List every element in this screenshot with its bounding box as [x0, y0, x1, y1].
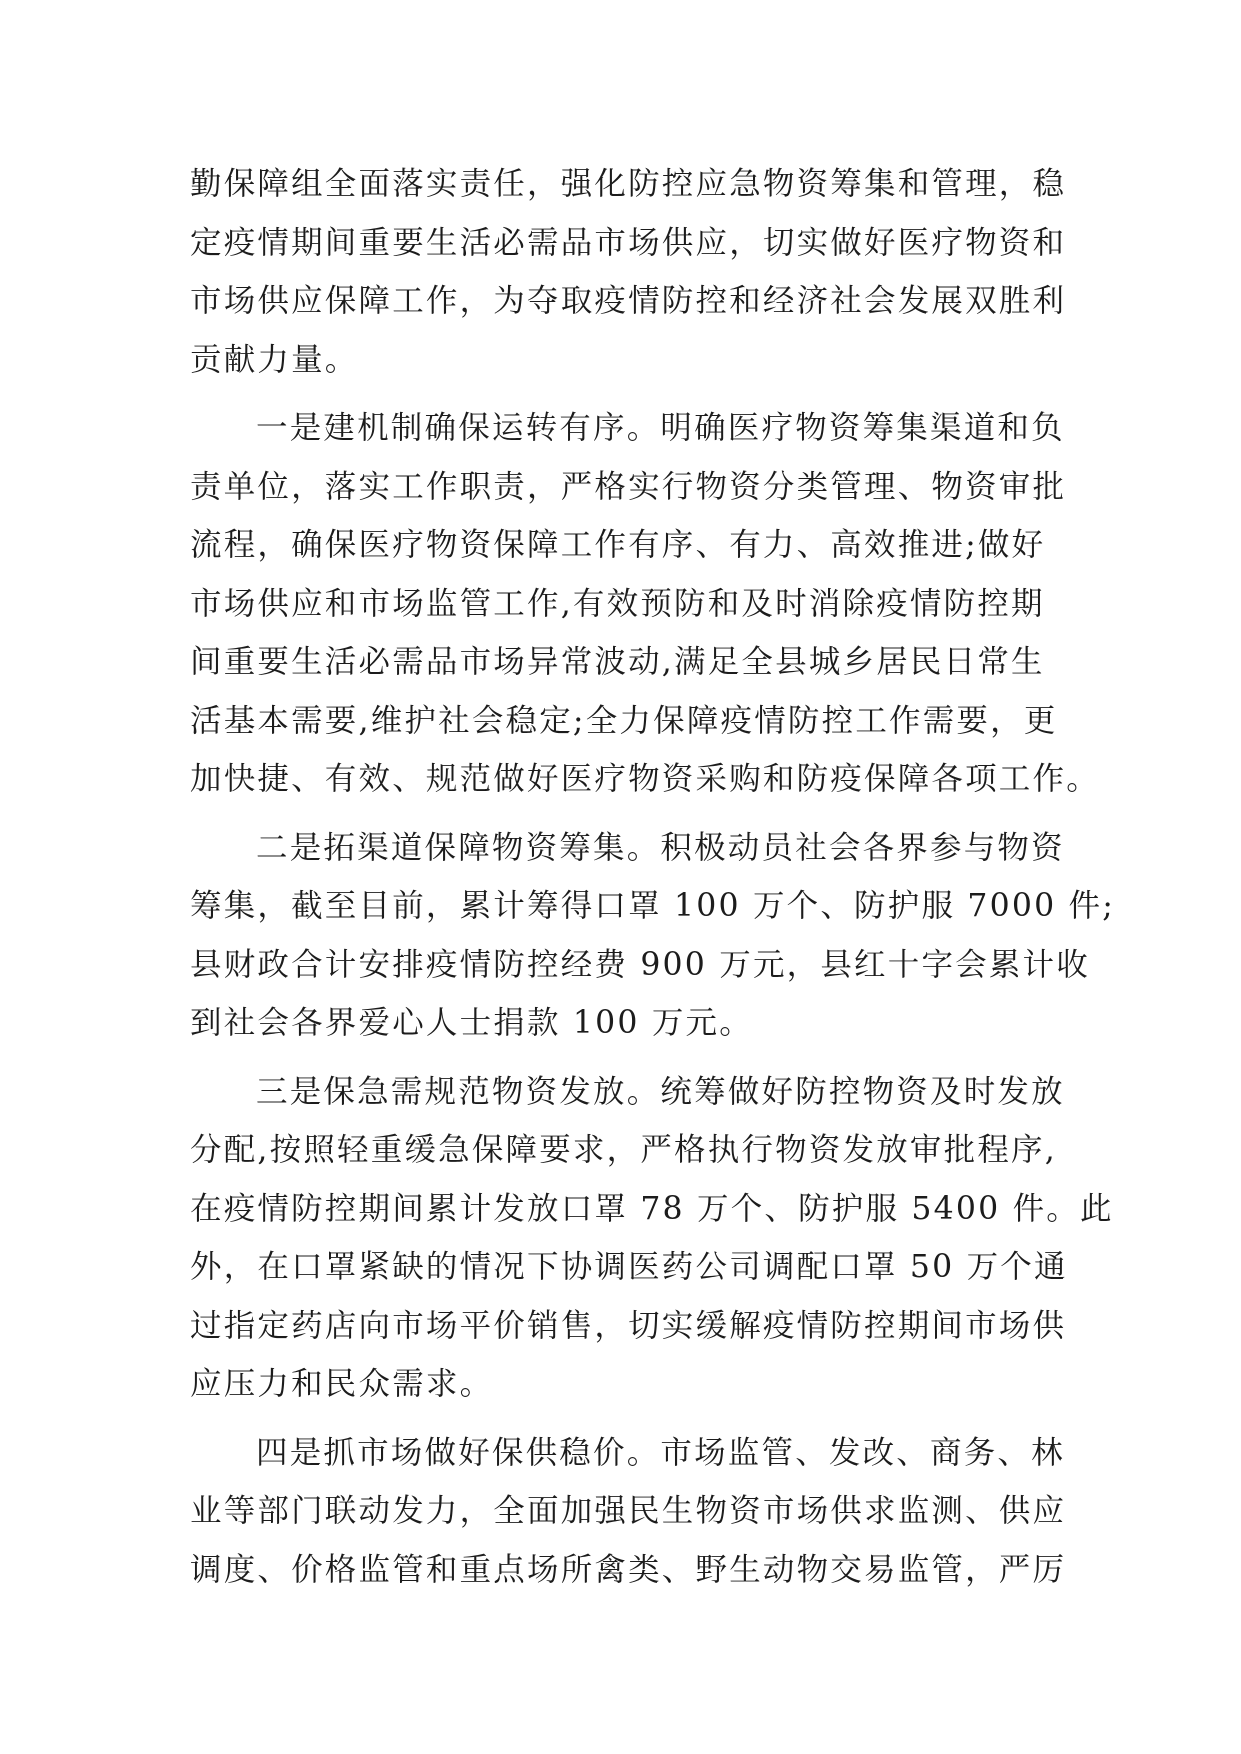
text-line: 外，在口罩紧缺的情况下协调医药公司调配口罩 50 万个通 [190, 1249, 1068, 1285]
text-line: 县财政合计安排疫情防控经费 900 万元，县红十字会累计收 [190, 946, 1090, 983]
text-line: 加快捷、有效、规范做好医疗物资采购和防疫保障各项工作。 [190, 761, 1100, 797]
text-line: 责单位，落实工作职责，严格实行物资分类管理、物资审批 [190, 468, 1067, 505]
text-line: 流程，确保医疗物资保障工作有序、有力、高效推进;做好 [190, 527, 1046, 563]
text-line: 筹集，截至目前，累计筹得口罩 100 万个、防护服 7000 件; [190, 888, 1116, 924]
paragraph-gap [190, 389, 1050, 399]
text-line: 调度、价格监管和重点场所禽类、野生动物交易监管，严厉 [190, 1551, 1067, 1588]
text-line: 在疫情防控期间累计发放口罩 78 万个、防护服 5400 件。此 [190, 1190, 1114, 1227]
text-line: 勤保障组全面落实责任，强化防控应急物资筹集和管理，稳 [190, 166, 1067, 202]
text-line: 四是抓市场做好保供稳价。市场监管、发改、商务、林 [256, 1434, 1065, 1471]
text-line: 应压力和民众需求。 [190, 1366, 494, 1402]
text-line: 二是拓渠道保障物资筹集。积极动员社会各界参与物资 [256, 829, 1065, 866]
text-line: 市场供应和市场监管工作,有效预防和及时消除疫情防控期 [190, 585, 1045, 622]
text-line: 市场供应保障工作，为夺取疫情防控和经济社会发展双胜利 [190, 283, 1067, 319]
paragraph-gap [190, 1053, 1050, 1063]
text-line: 到社会各界爱心人士捐款 100 万元。 [190, 1005, 753, 1041]
text-line: 分配,按照轻重缓急保障要求，严格执行物资发放审批程序, [190, 1132, 1057, 1168]
text-line: 贡献力量。 [190, 341, 359, 378]
paragraph-gap [190, 809, 1050, 819]
text-line: 活基本需要,维护社会稳定;全力保障疫情防控工作需要，更 [190, 702, 1058, 739]
paragraph-gap [190, 1414, 1050, 1424]
text-line: 间重要生活必需品市场异常波动,满足全县城乡居民日常生 [190, 644, 1045, 680]
text-line: 业等部门联动发力，全面加强民生物资市场供求监测、供应 [190, 1493, 1067, 1529]
text-line: 一是建机制确保运转有序。明确医疗物资筹集渠道和负 [256, 410, 1065, 446]
text-line: 过指定药店向市场平价销售，切实缓解疫情防控期间市场供 [190, 1307, 1067, 1344]
document-body [190, 155, 1116, 1599]
text-line: 三是保急需规范物资发放。统筹做好防控物资及时发放 [256, 1073, 1065, 1110]
text-line: 定疫情期间重要生活必需品市场供应，切实做好医疗物资和 [190, 224, 1067, 261]
